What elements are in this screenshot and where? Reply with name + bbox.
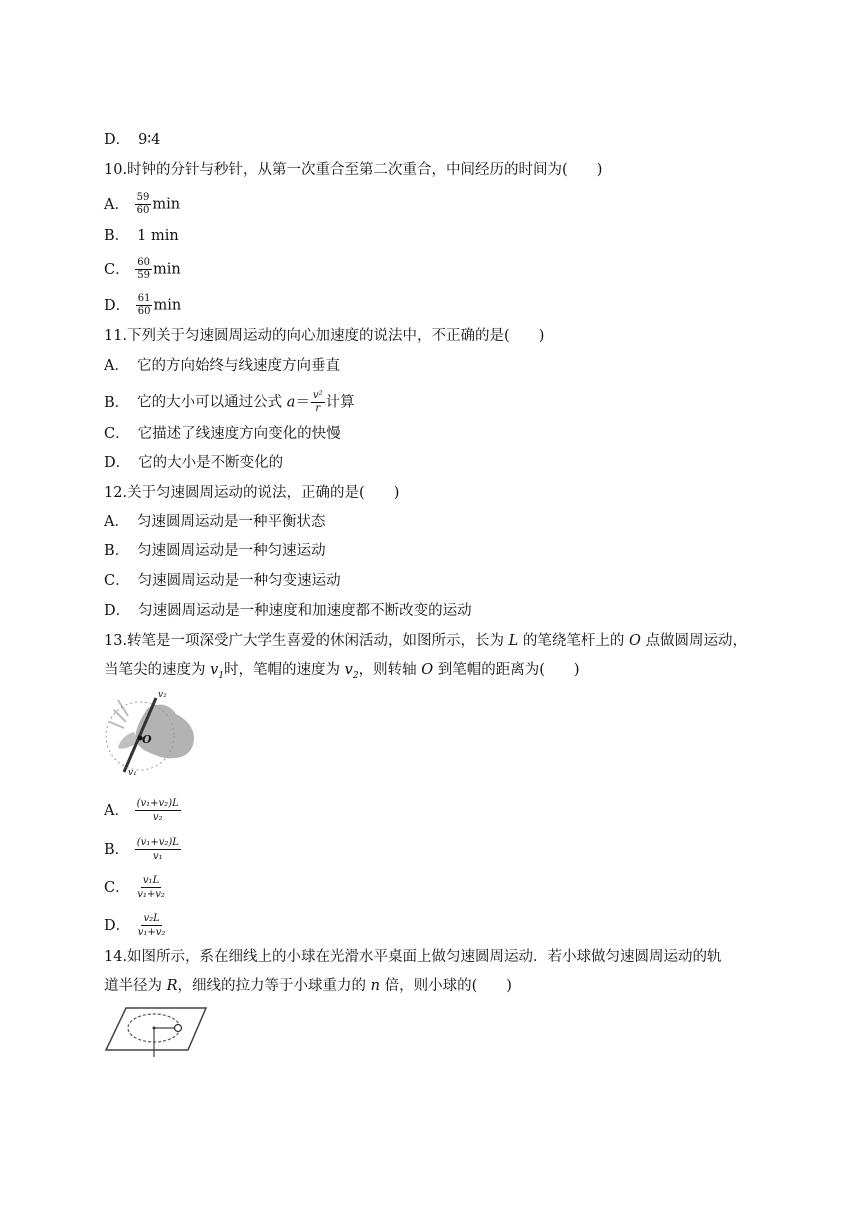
fraction <box>135 257 152 282</box>
pen-spinning-illustration <box>104 688 200 782</box>
option-text: 匀速圆周运动是一种速度和加速度都不断改变的运动 <box>138 603 472 619</box>
option-label: B． <box>104 394 130 411</box>
option-unit: min <box>152 196 181 213</box>
fraction-denominator: 60 <box>137 306 151 317</box>
fraction-denominator: 59 <box>137 270 150 281</box>
option-label: A． <box>104 358 129 374</box>
q14-stem-line2 <box>104 976 512 996</box>
q13-option-d <box>104 912 168 939</box>
option-unit: min <box>152 261 181 278</box>
option-text: 它的大小是不断变化的 <box>138 455 284 471</box>
q10-stem: 10.时钟的分针与秒针，从第一次重合至第二次重合，中间经历的时间为( ) <box>104 162 603 178</box>
option-label: B． <box>104 228 130 244</box>
fraction <box>135 797 181 824</box>
q10-option-a <box>104 192 180 217</box>
q13-stem-line1 <box>104 631 747 651</box>
variable-O: O <box>629 633 641 649</box>
fraction <box>135 836 181 863</box>
q13-option-a <box>104 797 182 824</box>
stem-text: 到笔帽的距离为( ) <box>437 662 580 678</box>
q10-option-d <box>104 293 181 318</box>
option-text: 匀速圆周运动是一种匀变速运动 <box>137 573 341 589</box>
fraction-numerator: v₁L <box>142 875 160 886</box>
fraction <box>311 390 325 415</box>
fraction-numerator: v₂L <box>143 913 160 924</box>
option-unit: min <box>153 297 182 314</box>
q9-option-d <box>104 130 160 150</box>
option-label: A． <box>104 196 129 213</box>
fraction-denominator: v₁+v₂ <box>137 927 166 938</box>
fraction-denominator: 60 <box>136 205 150 216</box>
v2-label: v₂ <box>158 690 167 700</box>
table-ball-illustration <box>104 1004 208 1058</box>
option-label: C． <box>104 426 130 442</box>
stem-text: 倍，则小球的( ) <box>384 978 512 994</box>
fraction-denominator: r <box>315 403 321 414</box>
variable-v2: $v_2$ <box>344 662 359 681</box>
fraction <box>135 874 167 901</box>
option-label: A． <box>104 514 129 530</box>
option-label: D． <box>104 917 131 934</box>
option-label: C． <box>104 261 130 278</box>
option-label: D． <box>104 297 131 314</box>
q11-option-b <box>104 390 355 415</box>
stem-text: 时，笔帽的速度为 <box>224 662 341 678</box>
q11-stem: 11.下列关于匀速圆周运动的向心加速度的说法中，不正确的是( ) <box>104 328 545 344</box>
pivot-label: O <box>142 733 152 746</box>
stem-text: ，细线的拉力等于小球重力的 <box>177 978 367 994</box>
q12-option-b <box>104 541 326 561</box>
option-label: C． <box>104 879 130 896</box>
q11-option-d <box>104 453 283 473</box>
option-text-suffix: 计算 <box>325 394 355 411</box>
q14-stem-line1: 14.如图所示，系在细线上的小球在光滑水平桌面上做匀速圆周运动．若小球做匀速圆周运动的轨 <box>104 949 722 965</box>
q11-option-c <box>104 424 341 444</box>
q11-option-a <box>104 356 340 376</box>
option-label: B． <box>104 841 130 858</box>
option-label: A． <box>104 802 129 819</box>
fraction-numerator: 60 <box>137 257 150 268</box>
fraction-numerator: 61 <box>137 293 151 304</box>
stem-text: 当笔尖的速度为 <box>104 662 206 678</box>
fraction-numerator: 59 <box>136 192 150 203</box>
option-label: D． <box>104 455 131 471</box>
q12-stem: 12.关于匀速圆周运动的说法，正确的是( ) <box>104 485 400 501</box>
option-text: 匀速圆周运动是一种匀速运动 <box>137 543 326 559</box>
fraction <box>135 192 152 217</box>
pen-spinning-figure <box>104 688 200 782</box>
circular-motion-table-figure <box>104 1004 208 1058</box>
q12-option-a <box>104 512 325 532</box>
stem-text: 点做圆周运动， <box>645 633 748 649</box>
formula-variable: a <box>286 394 296 411</box>
v1-label: v₁ <box>128 768 137 778</box>
q12-option-d <box>104 601 472 621</box>
variable-R: R <box>166 978 178 994</box>
fraction-numerator: v² <box>312 390 323 401</box>
option-text: 它的方向始终与线速度方向垂直 <box>136 358 340 374</box>
stem-text: 的笔绕笔杆上的 <box>522 633 625 649</box>
q12-option-c <box>104 571 341 591</box>
q10-option-c <box>104 257 181 282</box>
fraction-numerator: (v₁+v₂)L <box>136 837 179 848</box>
fraction-denominator: v₁ <box>153 851 163 862</box>
fraction <box>136 912 168 939</box>
stem-text: ，则转轴 <box>358 662 417 678</box>
fraction <box>136 293 153 318</box>
option-text: 9∶4 <box>138 132 161 148</box>
variable-v: v <box>210 662 219 678</box>
formula-equals: ＝ <box>295 394 310 411</box>
variable-v1: $v_1$ <box>210 662 225 681</box>
variable-O: O <box>421 662 434 678</box>
option-text: 它的大小可以通过公式 <box>137 394 283 411</box>
option-label: B． <box>104 543 130 559</box>
fraction-denominator: v₁+v₂ <box>137 889 165 900</box>
q13-option-b <box>104 836 182 863</box>
option-text: 匀速圆周运动是一种平衡状态 <box>136 514 326 530</box>
fraction-denominator: v₂ <box>152 812 163 823</box>
option-text: 1 min <box>137 228 179 244</box>
q13-stem-line2 <box>104 660 580 680</box>
q13-option-c <box>104 874 168 901</box>
option-text: 它描述了线速度方向变化的快慢 <box>137 426 341 442</box>
option-label: D． <box>104 603 131 619</box>
stem-text: 13.转笔是一项深受广大学生喜爱的休闲活动，如图所示，长为 <box>104 633 505 649</box>
option-label: C． <box>104 573 130 589</box>
fraction-numerator: (v₁+v₂)L <box>136 798 179 809</box>
variable-n: n <box>370 978 380 994</box>
option-label: D． <box>104 132 131 148</box>
variable-L: L <box>508 633 519 649</box>
stem-text: 道半径为 <box>104 978 162 994</box>
q10-option-b <box>104 226 179 246</box>
